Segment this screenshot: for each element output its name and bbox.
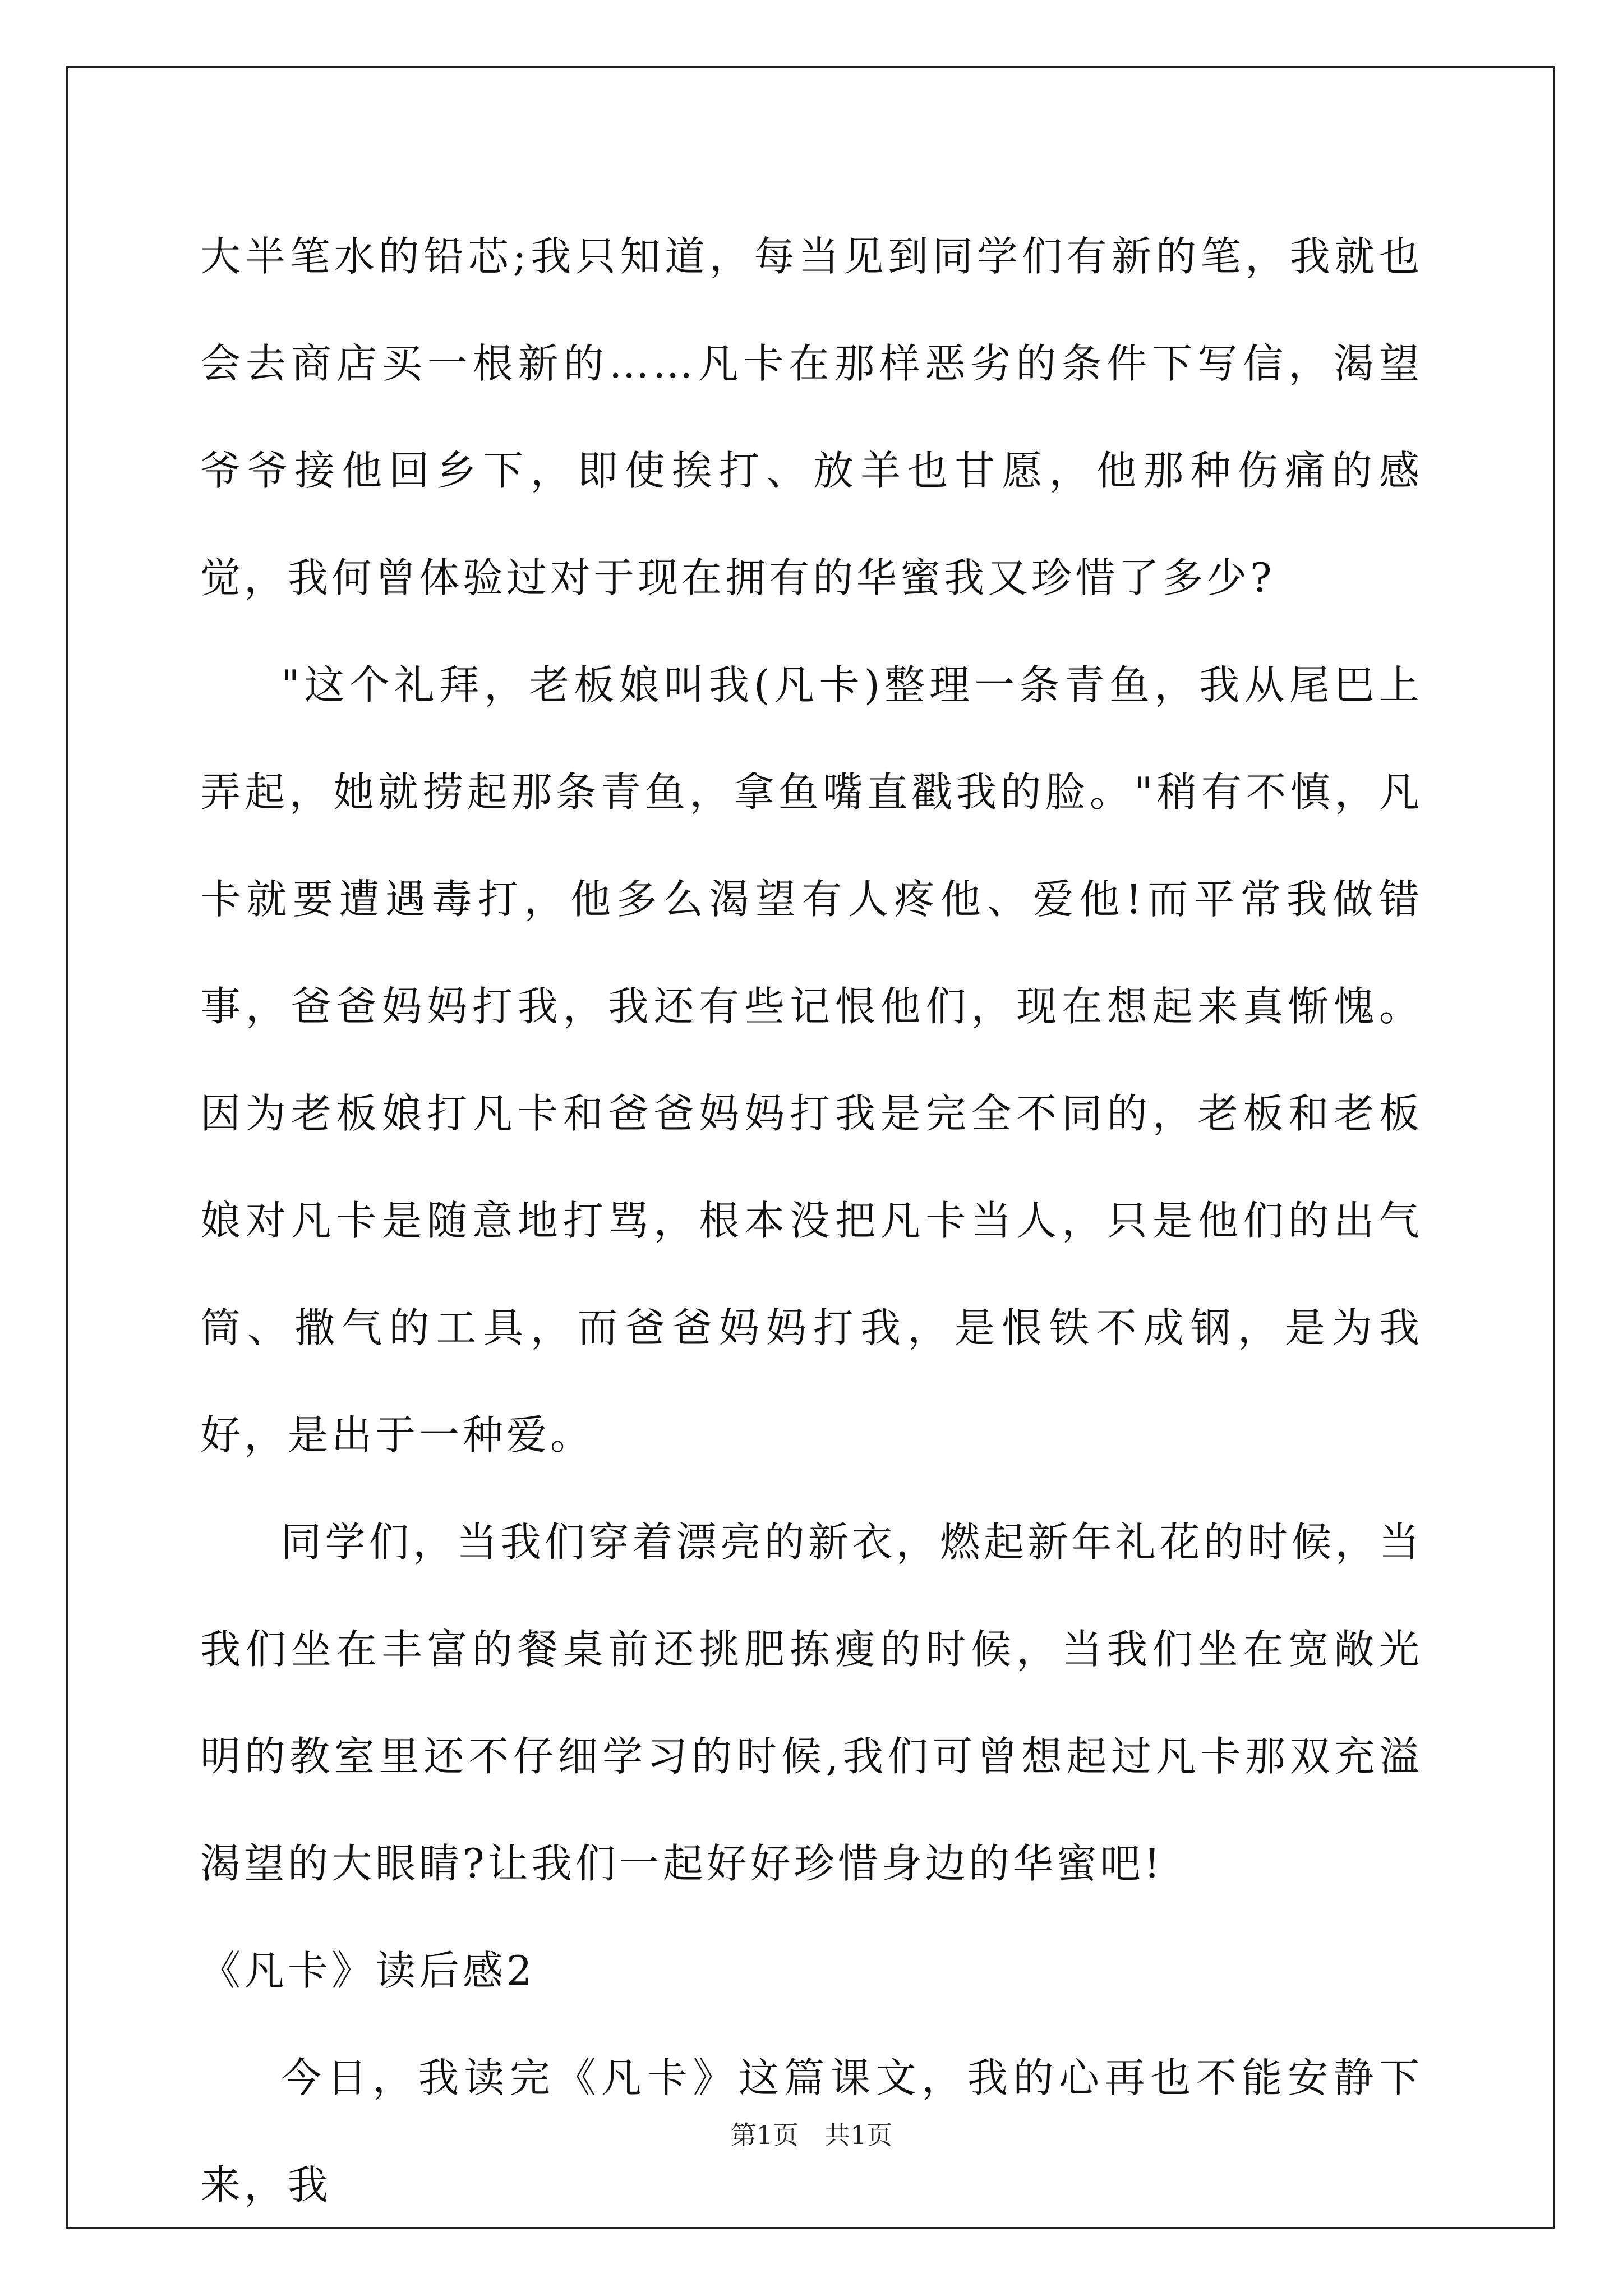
- section-heading: 《凡卡》读后感2: [200, 1947, 536, 1994]
- page-footer: 第1页 共1页: [730, 2120, 893, 2150]
- document-body: [200, 203, 1423, 2239]
- paragraph-2: "这个礼拜，老板娘叫我(凡卡)整理一条青鱼，我从尾巴上弄起，她就捞起那条青鱼，拿鱼嘴直戳我的脸。"稍有不慎，凡卡就要遭遇毒打，他多么渴望有人疼他、爱他!而平常我做错事，爸爸妈妈打我，我还有些记恨他们，现在想起来真惭愧。因为老板娘打凡卡和爸爸妈妈打我是完全不同的，老板和老板娘对凡卡是随意地打骂，根本没把凡卡当人，只是他们的出气筒、撒气的工具，而爸爸妈妈打我，是恨铁不成钢，是为我好，是出于一种爱。: [200, 661, 1423, 1458]
- paragraph-1: 大半笔水的铅芯;我只知道，每当见到同学们有新的笔，我就也会去商店买一根新的……凡卡在那样恶劣的条件下写信，渴望爷爷接他回乡下，即使挨打、放羊也甘愿，他那种伤痛的感觉，我何曾体验过对于现在拥有的华蜜我又珍惜了多少?: [200, 233, 1423, 601]
- paragraph-4: 今日，我读完《凡卡》这篇课文，我的心再也不能安静下来，我: [200, 2054, 1423, 2208]
- paragraph-3: 同学们，当我们穿着漂亮的新衣，燃起新年礼花的时候，当我们坐在丰富的餐桌前还挑肥拣瘦的时候，当我们坐在宽敞光明的教室里还不仔细学习的时候,我们可曾想起过凡卡那双充溢渴望的大眼睛?让我们一起好好珍惜身边的华蜜吧!: [200, 1519, 1423, 1887]
